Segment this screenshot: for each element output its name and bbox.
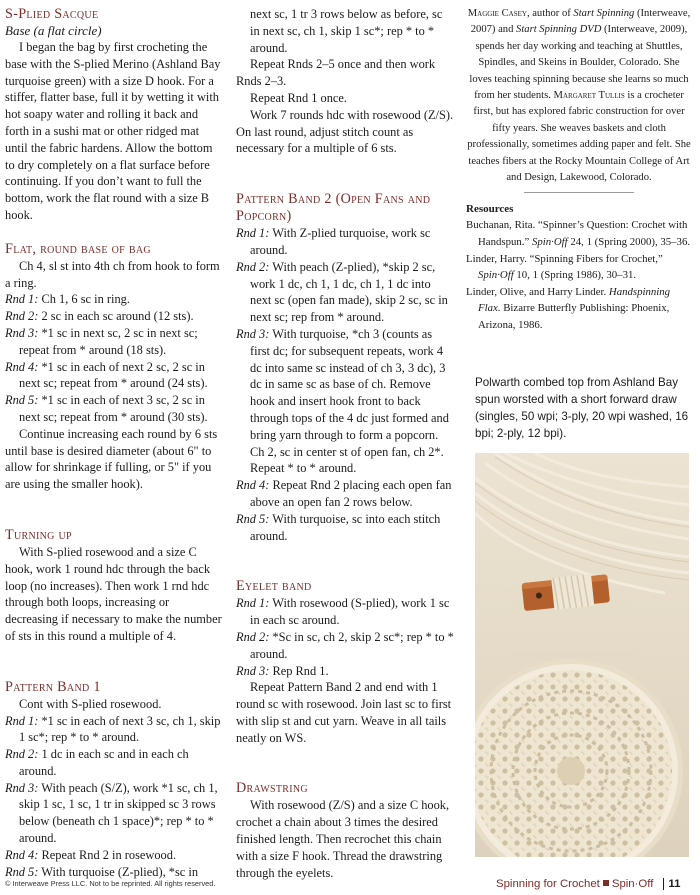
square-bullet-icon [603, 880, 609, 886]
page-footer [496, 878, 680, 890]
page-number: 11 [663, 878, 680, 890]
round-instruction: Rnd 4: *1 sc in each of next 2 sc, 2 sc in next sc; repeat from * around (24 sts). [5, 359, 208, 391]
resource-entry: Buchanan, Rita. “Spinner’s Question: Crochet with Handspun.” Spin·Off 24, 1 (Spring 2000), 35–36. [466, 219, 691, 249]
paragraph: With S-plied rosewood and a size C hook, work 1 round hdc through the back loop (no increases). Then work 1 rnd hdc through both loops, increasing or decreasing if necessary to make the number of sts in this round a multiple of 4. [5, 544, 222, 643]
continued-instruction: next sc, 1 tr 3 rows below as before, sc in next sc, ch 1, skip 1 sc*; rep * to * around. [250, 7, 443, 55]
section-heading: Pattern Band 1 [5, 678, 101, 695]
round-instruction: Rnd 1: Ch 1, 6 sc in ring. [5, 292, 130, 307]
column-2 [236, 6, 454, 881]
copyright-notice: © Interweave Press LLC. Not to be reprinted. All rights reserved. [5, 879, 216, 888]
section-heading: Turning up [5, 526, 72, 543]
photo-caption: Polwarth combed top from Ashland Bay spun worsted with a short forward draw (singles, 50 wpi; 3-ply, 20 wpi washed, 16 bpi; 2-ply, 12 bpi). [475, 376, 689, 440]
round-instruction: Rnd 1: *1 sc in each of next 3 sc, ch 1, skip 1 sc*; rep * to * around. [5, 713, 221, 745]
resource-entry: Linder, Olive, and Harry Linder. Handspinning Flax. Bizarre Butterfly Publishing: Phoenix, Arizona, 1986. [466, 285, 671, 332]
paragraph: Repeat Rnd 1 once. [250, 90, 348, 105]
paragraph: Work 7 rounds hdc with rosewood (Z/S). On last round, adjust stitch count as necessary for a multiple of 6 sts. [236, 107, 454, 156]
round-instruction: Rnd 3: With turquoise, *ch 3 (counts as first dc; for subsequent repeats, work 4 dc into same sc instead of ch 3, 3 dc), 3 dc in same sc as base of ch. Remove hook and insert hook front to back through tops of the 4 dc just formed and bring yarn through to form a popcorn. Ch 2, sc in center st of open fan, ch 2*. Repeat * to * around. [236, 326, 449, 476]
round-instruction: Rnd 5: *1 sc in each of next 3 sc, 2 sc in next sc; repeat from * around (30 sts). [5, 393, 208, 424]
round-instruction: Rnd 3: Rep Rnd 1. [236, 663, 329, 678]
round-instruction: Rnd 2: With peach (Z-plied), *skip 2 sc, work 1 dc, ch 1, 1 dc, ch 1, 1 dc into next sc (open fan made), skip 2 sc, sc in next sc; rep from * around. [236, 259, 448, 325]
round-instruction: Rnd 4: Repeat Rnd 2 placing each open fan above an open fan 2 rows below. [236, 478, 452, 509]
column-1 [5, 6, 223, 880]
paragraph: Continue increasing each round by 6 sts until base is desired diameter (about 6" to allow for shrinkage if fulling, or 5" if you are using the smaller hook). [5, 426, 218, 492]
resources-heading: Resources [466, 203, 514, 216]
paragraph: With rosewood (Z/S) and a size C hook, crochet a chain about 3 times the desired finished length. Then recrochet this chain with a size F hook. Thread the drawstring through the eyelets. [236, 798, 450, 880]
paragraph: Cont with S-plied rosewood. [19, 696, 162, 711]
round-instruction: Rnd 5: With turquoise, sc into each stitch around. [236, 511, 441, 543]
round-instruction: Rnd 2: 2 sc in each sc around (12 sts). [5, 309, 194, 324]
paragraph: I began the bag by first crocheting the base with the S-plied Merino (Ashland Bay turquoise green) with a size D hook. For a stiffer, flatter base, full it by wetting it with hot soapy water and rolling it back and forth in a sushi mat or other ridged mat until the fabric hardens. Allow the bottom to dry completely on a flat surface before continuing. If you don’t want to full the bottom, work the flat round with a size B hook. [5, 40, 221, 222]
round-instruction: Rnd 1: With rosewood (S-plied), work 1 sc in each sc around. [236, 596, 450, 628]
round-instruction: Rnd 2: *Sc in sc, ch 2, skip 2 sc*; rep * to * around. [236, 629, 454, 661]
section-heading: Flat, round base of bag [5, 240, 151, 257]
resource-entry: Linder, Harry. “Spinning Fibers for Crochet,” Spin·Off 10, 1 (Spring 1986), 30–31. [466, 252, 663, 282]
section-heading: Eyelet band [236, 578, 312, 595]
round-instruction: Rnd 3: With peach (S/Z), work *1 sc, ch 1, skip 1 sc, 1 sc, 1 tr in skipped sc 3 rows below (beneath ch 1 space)*; rep * to * around. [5, 780, 218, 846]
paragraph: Ch 4, sl st into 4th ch from hook to form a ring. [5, 258, 220, 290]
column-3 [466, 6, 692, 334]
section-heading: Drawstring [236, 780, 308, 797]
brand-name: Spin·Off [611, 878, 654, 890]
yarn-photo [475, 453, 689, 857]
round-instruction: Rnd 3: *1 sc in next sc, 2 sc in next sc; repeat from * around (18 sts). [5, 325, 198, 357]
round-instruction: Rnd 5: With turquoise (Z-plied), *sc in [5, 864, 199, 879]
subheading: Base (a flat circle) [5, 23, 102, 38]
round-instruction: Rnd 2: 1 dc in each sc and in each ch around. [5, 747, 189, 778]
round-instruction: Rnd 4: Repeat Rnd 2 in rosewood. [5, 847, 177, 862]
paragraph: Repeat Pattern Band 2 and end with 1 round sc with rosewood. Join last sc to first with slip st and cut yarn. Weave in all tails neatly on WS. [236, 680, 452, 745]
magazine-section: Spinning for Crochet [496, 878, 600, 890]
section-heading: Pattern Band 2 (Open Fans and Popcorn) [236, 191, 431, 225]
paragraph: Repeat Rnds 2–5 once and then work Rnds 2–3. [236, 57, 436, 89]
author-bio: Maggie Casey, author of Start Spinning (Interweave, 2007) and Start Spinning DVD (Interweave, 2009), spends her day working and teaching at Shuttles, Spindles, and Skeins in Boulder, Colorado. She loves teaching spinning because she learns so much from her students. Margaret Tullis is a crocheter first, but has explored fabric construction for over fifty years. She weaves baskets and cloth professionally, sometimes adding paper and felt. She teaches fibers at the Rocky Mountain College of Art and Design, Lakewood, Colorado. [467, 8, 691, 184]
round-instruction: Rnd 1: With Z-plied turquoise, work sc around. [236, 226, 431, 257]
section-heading: S-Plied Sacque [5, 6, 99, 22]
